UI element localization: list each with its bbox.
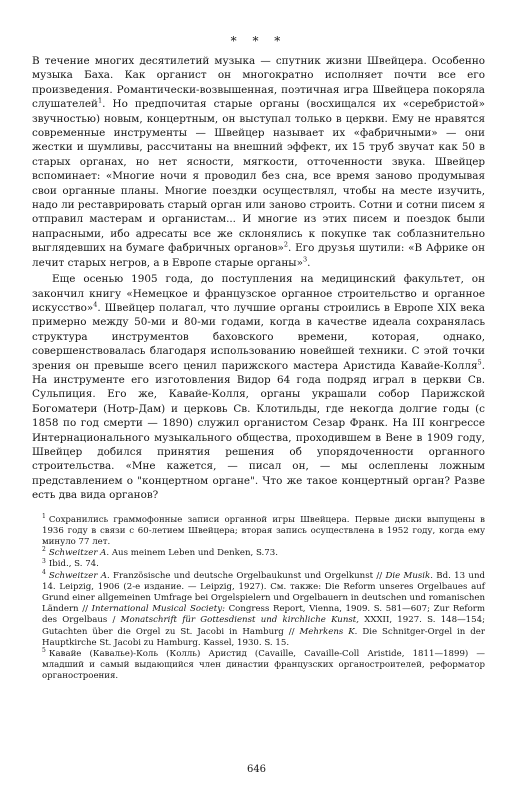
text-run: Aus meinem Leben und Denken, S.73. (109, 548, 278, 559)
text-run: XXXII, 1927. S. 148—154; Gutachten über die Orgel zu St. Jacobi in Hamburg // (42, 615, 485, 637)
text-run: . Но предпочитая старые органы (восхищался их «серебристой» звучностью) новым, концертным, он выступал только в церкви. Ему не нравятся современные инструменты — Швейцер называет их «фабричными» — они жестки и шумливы, рассчитаны на внешний эффект, их 15 труб звучат как 50 в старых органах, но нет ясности, мягкости, отточенности звука. Швейцер вспоминает: «Многие ночи я проводил без сна, все время заново продумывая свои органные планы. Многие поездки осуществлял, чтобы на месте изучить, надо ли реставрировать старый орган или заново строить. Сотни и сотни писем я отправил мастерам и органистам... И многие из этих писем и поездок были напрасными, ибо адресаты все же склонялись к покупке так соблазнительно выглядевших на бумаге фабричных органов» (32, 98, 485, 255)
footnote-number: 5 (42, 647, 46, 655)
text-run: Кавайе (Кавальe)-Коль (Колль) Аристид (Cavaille, Cavaille-Coll Aristide, 1811—1899) — младший и самый выдающийся член династии французских органостроителей, реформатор органостроения. (42, 649, 485, 682)
footnote-number: 1 (42, 512, 46, 520)
paragraph (32, 272, 485, 503)
footnote (42, 559, 485, 570)
italic-text: International Musical Society: (91, 604, 225, 615)
italic-text: Die Musik. (385, 570, 433, 581)
paragraph (32, 54, 485, 270)
footnote-marker: 4 (93, 300, 98, 309)
footnote-marker: 1 (97, 96, 103, 105)
italic-text: Schweitzer A. (48, 570, 110, 581)
text-run: . Его друзья шутили: «В Африке он лечит старых негров, а в Европе старые органы» (32, 242, 485, 269)
footnote (42, 512, 485, 549)
text-run: Еще осенью 1905 года, до поступления на медицинский факультет, он закончил книгу «Немецкое и французское органное строительство и органное искусство» (32, 273, 485, 314)
text-run: . (307, 256, 311, 269)
text-run: Französische und deutsche Orgelbaukunst und Orgelkunst // (109, 570, 386, 581)
footnote (42, 568, 486, 649)
footnote-marker: 3 (302, 255, 308, 264)
text-run: В течение многих десятилетий музыка — спутник жизни Швейцера. Особенно музыка Баха. Как органист он многократно исполняет почти все его произведения. Романтически-возвышенная, поэтичная игра Швейцера покоряла слушателей (32, 55, 485, 111)
italic-text: Mehrkens K. (299, 626, 358, 637)
footnote (42, 548, 485, 559)
text-run: . На инструменте его изготовления Видор 64 года подряд играл в церкви Св. Сульпиция. Его же, Кавайе-Колля, органы украшали собор Парижской Богоматери (Нотр-Дам) и церковь Св. Клотильды, где некогда долгие годы (с 1858 по год смерти — 1890) служил органистом Сезар Франк. На III конгрессе Интернационального музыкального общества, проходившем в Вене в 1909 году, Швейцер добился принятия решения об упорядоченности органного строительства. «Мне кажется, — писал он, — мы ослеплены ложным представлением о "концертном органе". Что же такое концертный орган? Разве есть два вида органов? (32, 359, 485, 502)
page-number: 646 (246, 764, 267, 775)
text-run: Bd. 13 und 14. Leipzig, 1906 (2-е издание. — Leipzig, 1927). См. также: Die Reform unseres Orgelbaues auf Grund einer allgemeinen Umfrage bei Orgelspielern und Orgelbauern in deutschen und romanischen Ländern // (42, 570, 486, 615)
text-run: Congress Report, Vienna, 1909. S. 581—607; Zur Reform des Orgelbaus / (42, 604, 486, 626)
text-run: Сохранились граммофонные записи органной игры Швейцера. Первые диски выпущены в 1936 году в связи с 60-летием Швейцера; вторая запись осуществлена в 1952 году, когда ему минуло 77 лет. (42, 514, 485, 547)
footnotes (32, 512, 486, 683)
footnote-marker: 2 (283, 240, 289, 249)
body-text (32, 54, 485, 503)
italic-text: Monatschrift für Gottesdienst und kirchliche Kunst, (120, 615, 359, 626)
italic-text: Schweitzer A. (48, 548, 110, 559)
footnote-number: 2 (42, 546, 46, 554)
text-run: . Швейцер полагал, что лучшие органы строились в Европе XIX века примерно между 50-ми и 80-ми годами, когда в качестве идеала сохранялась структура инструментов баховского времени, которая, однако, совершенствовалась благодаря использованию новейшей техники. С этой точки зрения он превыше всего ценил парижского мастера Аристида Кавайе-Колля (32, 301, 485, 372)
footnote (42, 649, 485, 683)
footnote-number: 4 (42, 568, 46, 576)
text-run: Ibid., S. 74. (48, 559, 99, 570)
footnote-marker: 5 (477, 358, 482, 367)
footnote-number: 3 (42, 557, 46, 565)
text-run: Die Schnitger-Orgel in der Hauptkirche St. Jacobi zu Hamburg. Kassel, 1930. S. 15. (42, 626, 485, 648)
section-divider: * * * (230, 34, 287, 48)
